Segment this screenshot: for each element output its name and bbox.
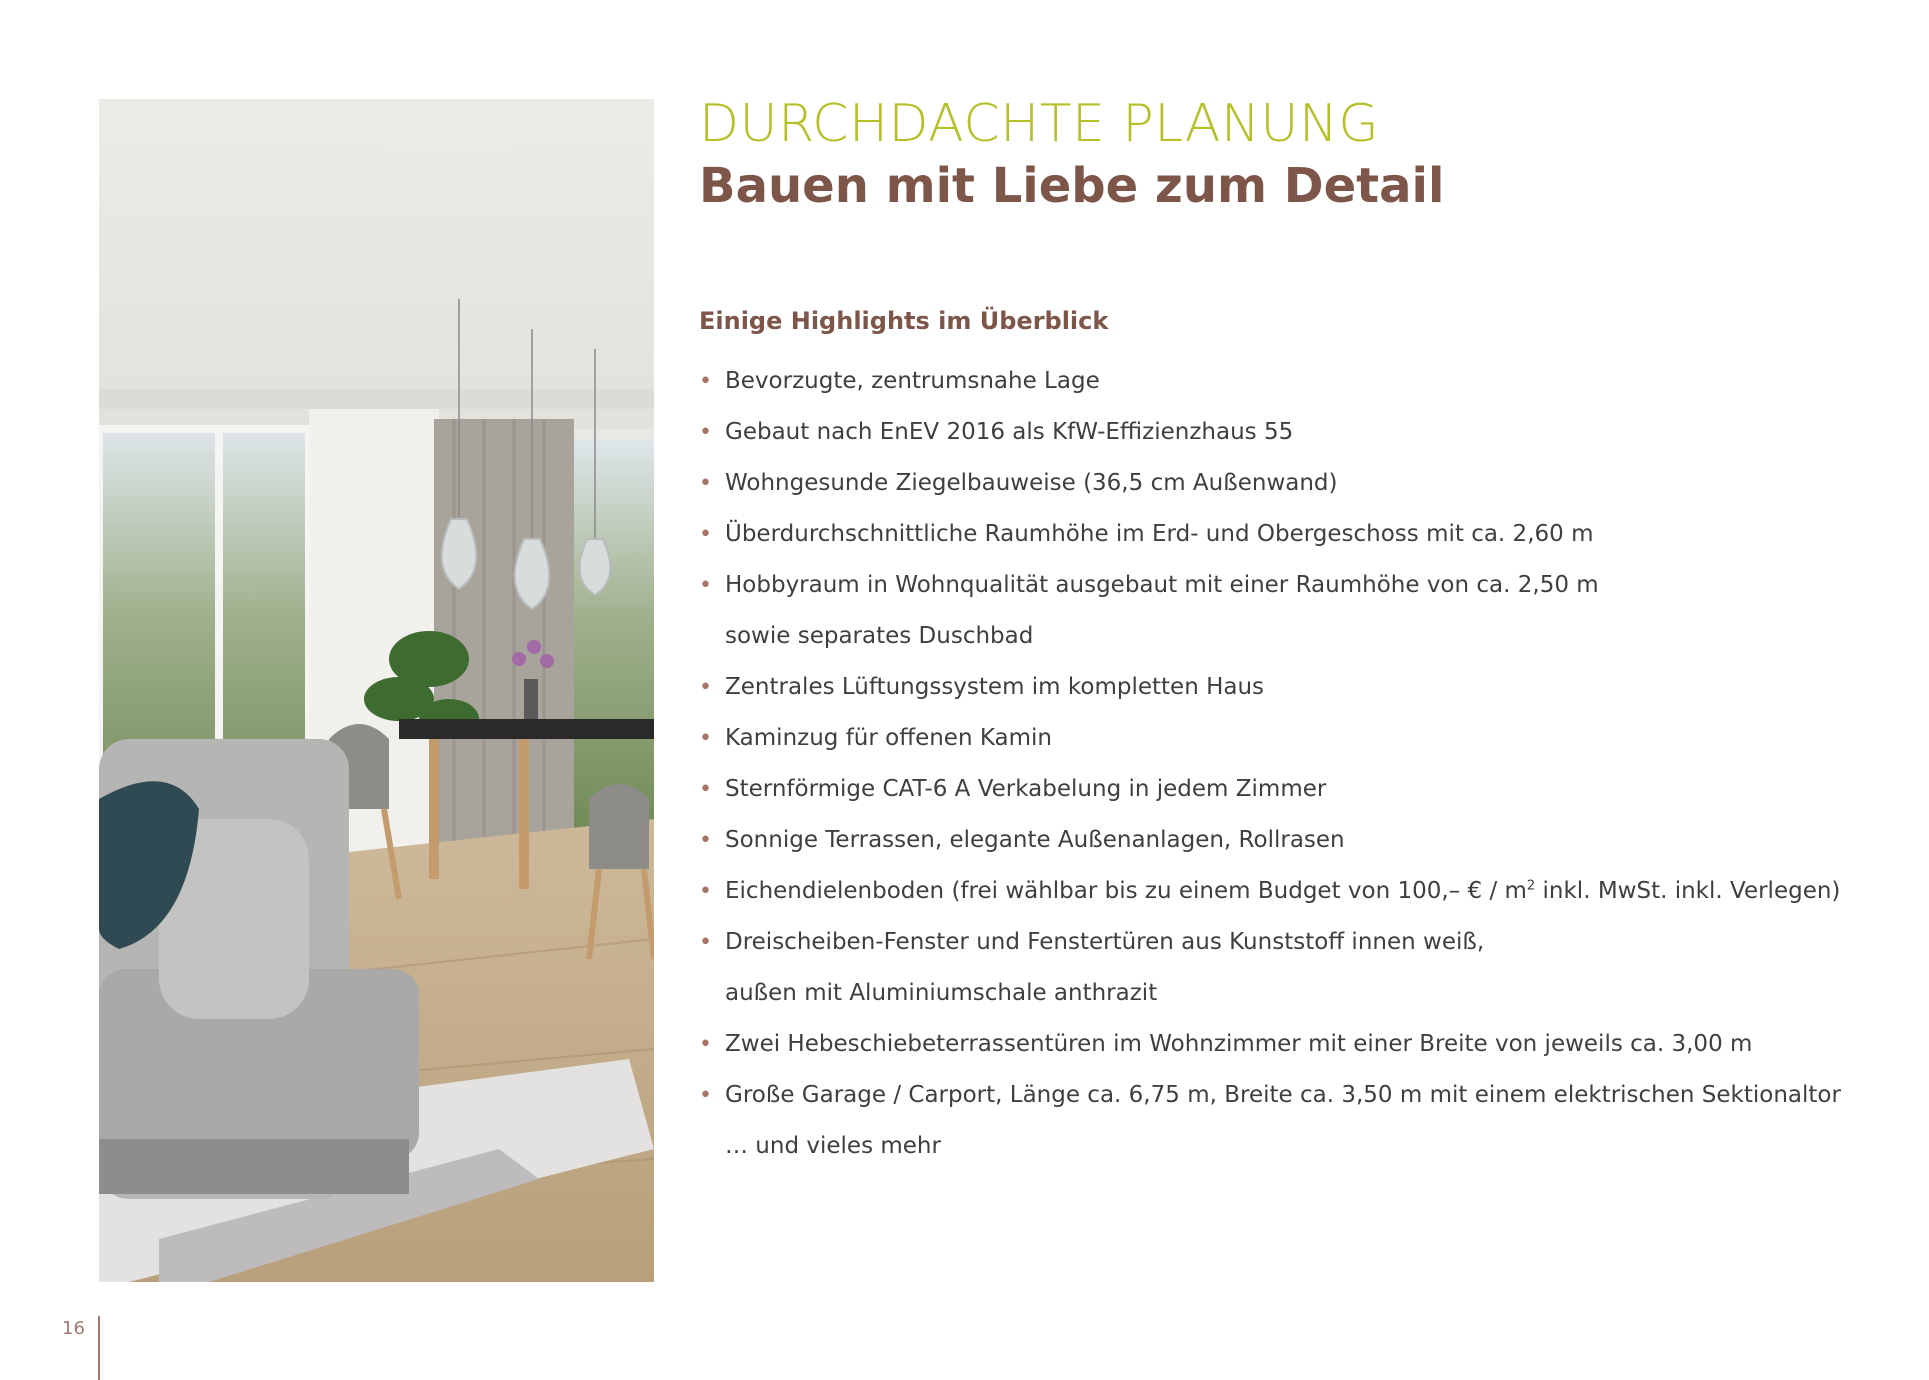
interior-photo	[99, 99, 654, 1282]
page-number-divider	[98, 1316, 100, 1380]
bullet-icon: •	[699, 675, 712, 700]
bullet-icon: •	[699, 420, 712, 445]
list-item: • Gebaut nach EnEV 2016 als KfW-Effizienzhaus 55	[699, 407, 1899, 458]
highlights-title: Einige Highlights im Überblick	[699, 307, 1109, 335]
bullet-icon: •	[699, 573, 712, 598]
list-item: • Kaminzug für offenen Kamin	[699, 713, 1899, 764]
highlights-list	[699, 356, 1899, 1172]
bullet-icon: •	[699, 1032, 712, 1057]
list-item: • Dreischeiben-Fenster und Fenstertüren aus Kunststoff innen weiß,	[699, 917, 1899, 968]
list-item: • Hobbyraum in Wohnqualität ausgebaut mit einer Raumhöhe von ca. 2,50 m	[699, 560, 1899, 611]
bullet-icon: •	[699, 828, 712, 853]
content-column	[699, 93, 1899, 1159]
list-item: • Überdurchschnittliche Raumhöhe im Erd- und Obergeschoss mit ca. 2,60 m	[699, 509, 1899, 560]
list-item: • Zwei Hebeschiebeterrassentüren im Wohnzimmer mit einer Breite von jeweils ca. 3,00 m	[699, 1019, 1899, 1070]
list-item: • Große Garage / Carport, Länge ca. 6,75 m, Breite ca. 3,50 m mit einem elektrischen Sektionaltor	[699, 1070, 1899, 1121]
list-item: • Zentrales Lüftungssystem im kompletten Haus	[699, 662, 1899, 713]
bullet-icon: •	[699, 369, 712, 394]
bullet-icon: •	[699, 777, 712, 802]
list-item: • Sternförmige CAT-6 A Verkabelung in jedem Zimmer	[699, 764, 1899, 815]
list-item: • Wohngesunde Ziegelbauweise (36,5 cm Außenwand)	[699, 458, 1899, 509]
bullet-icon: •	[699, 1083, 712, 1108]
section-kicker: DURCHDACHTE PLANUNG	[699, 94, 1380, 154]
list-item-continuation: … und vieles mehr	[725, 1133, 941, 1159]
list-item: • Eichendielenboden (frei wählbar bis zu einem Budget von 100,– € / $m^2$ inkl. MwSt. inkl. Verlegen)	[699, 866, 1899, 917]
list-item-continuation: außen mit Aluminiumschale anthrazit	[725, 980, 1158, 1006]
list-item-continuation: sowie separates Duschbad	[725, 623, 1034, 649]
bullet-icon: •	[699, 471, 712, 496]
bullet-icon: •	[699, 879, 712, 904]
page-number: 16	[62, 1318, 85, 1339]
superscript: 2	[1526, 878, 1536, 894]
bullet-icon: •	[699, 522, 712, 547]
bullet-icon: •	[699, 930, 712, 955]
section-headline: Bauen mit Liebe zum Detail	[699, 158, 1445, 214]
list-item: • Sonnige Terrassen, elegante Außenanlagen, Rollrasen	[699, 815, 1899, 866]
bullet-icon: •	[699, 726, 712, 751]
list-item: • Bevorzugte, zentrumsnahe Lage	[699, 356, 1899, 407]
